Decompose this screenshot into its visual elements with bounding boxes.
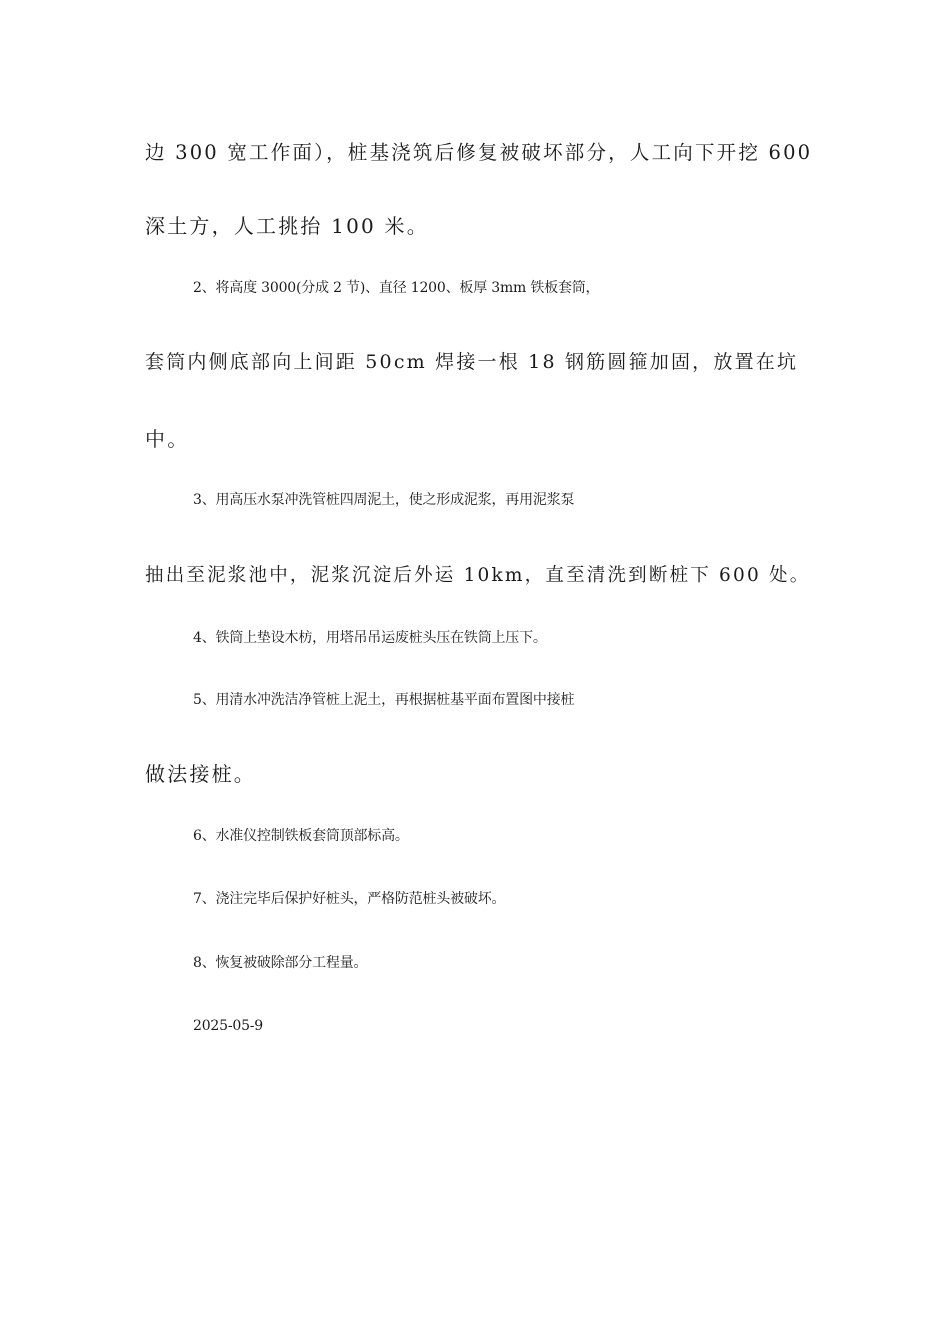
step-7-line: 7、浇注完毕后保护好桩头，严格防范桩头被破坏。: [193, 891, 506, 907]
step-2-line-3: 中。: [145, 427, 190, 451]
step-2-line-1: 2、将高度 3000(分成 2 节)、直径 1200、板厚 3mm 铁板套筒，: [193, 280, 600, 296]
step-5-line-2: 做法接桩。: [145, 762, 256, 786]
step-4-line: 4、铁筒上垫设木枋，用塔吊吊运废桩头压在铁筒上压下。: [193, 630, 547, 646]
step-6-line: 6、水准仪控制铁板套筒顶部标高。: [193, 828, 409, 844]
paragraph-line-1: 边 300 宽工作面），桩基浇筑后修复被破坏部分，人工向下开挖 600: [145, 141, 813, 164]
step-2-line-2: 套筒内侧底部向上间距 50cm 焊接一根 18 钢筋圆箍加固，放置在坑: [145, 351, 799, 373]
paragraph-line-2: 深土方，人工挑抬 100 米。: [145, 214, 429, 238]
step-8-line: 8、恢复被破除部分工程量。: [193, 955, 368, 971]
step-3-line-1: 3、用高压水泵冲洗管桩四周泥土，使之形成泥浆，再用泥浆泵: [193, 492, 575, 508]
step-3-line-2: 抽出至泥浆池中，泥浆沉淀后外运 10km，直至清洗到断桩下 600 处。: [145, 565, 811, 586]
step-5-line-1: 5、用清水冲洗洁净管桩上泥土，再根据桩基平面布置图中接桩: [193, 692, 575, 708]
document-date: 2025-05-9: [193, 1018, 264, 1034]
